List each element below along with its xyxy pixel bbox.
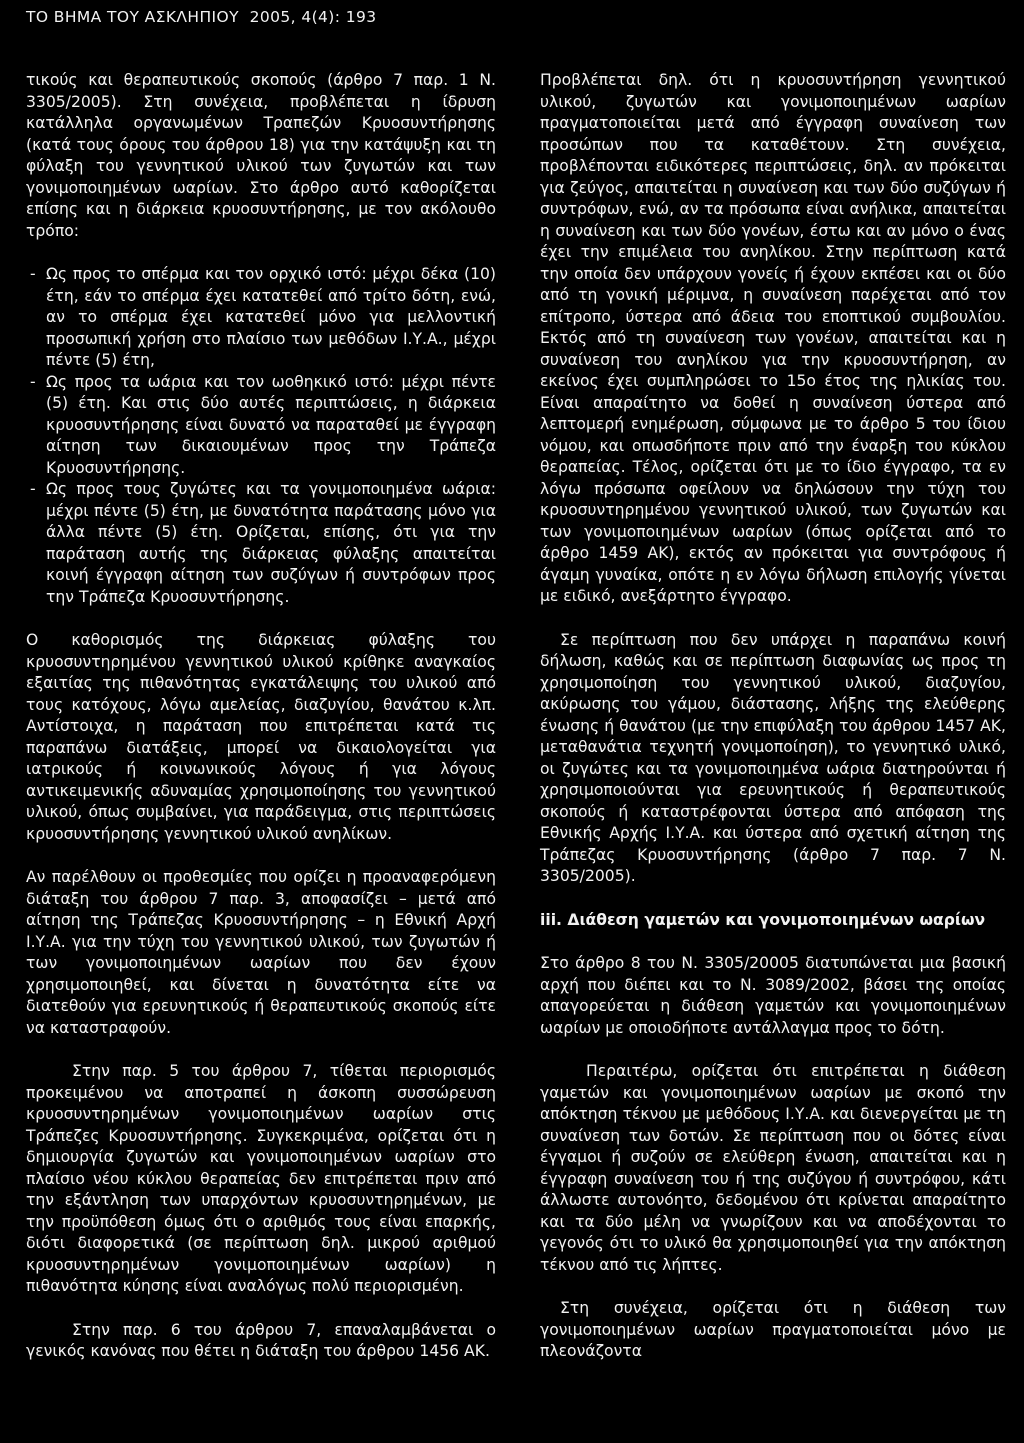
- list-item: - Ως προς τους ζυγώτες και τα γονιμοποιημένα ωάρια: μέχρι πέντε (5) έτη, με δυνατότητα παράτασης μόνο για άλλα πέντε (5) έτη. Ορίζεται, επίσης, ότι για την παράταση αυτής της διάρκειας φύλαξης απαιτείται κοινή έγγραφη αίτηση των συζύγων ή συντρόφων προς την Τράπεζα Κρυοσυντήρησης.: [26, 479, 496, 608]
- left-paragraph-1: τικούς και θεραπευτικούς σκοπούς (άρθρο 7 παρ. 1 Ν. 3305/2005). Στη συνέχεια, προβλέπεται η ίδρυση κατάλληλα οργανωμένων Τραπεζών Κρυοσυντήρησης (κατά τους όρους του άρθρου 18) για την κατάψυξη και τη φύλαξη του γεννητικού υλικού των ζυγωτών και των γονιμοποιημένων ωαρίων. Στο άρθρο αυτό καθορίζεται επίσης και η διάρκεια κρυοσυντήρησης, με τον ακόλουθο τρόπο:: [26, 71, 496, 240]
- list-item: - Ως προς τα ωάρια και τον ωοθηκικό ιστό: μέχρι πέντε (5) έτη. Και στις δύο αυτές περιπτώσεις, η διάρκεια κρυοσυντήρησης είναι δυνατό να παραταθεί με έγγραφη αίτηση των δικαιουμένων προς την Τράπεζα Κρυοσυντήρησης.: [26, 372, 496, 480]
- journal-title: ΤΟ ΒΗΜΑ ΤΟΥ ΑΣΚΛΗΠΙΟΥ: [26, 8, 239, 26]
- right-column: [540, 70, 1006, 1385]
- right-paragraph-3: Στο άρθρο 8 του Ν. 3305/20005 διατυπώνεται μια βασική αρχή που διέπει και το Ν. 3089/2002, βάσει της οποίας απαγορεύεται η διάθεση γαμετών και γονιμοποιημένων ωαρίων με οποιοδήποτε αντάλλαγμα προς το δότη.: [540, 954, 1006, 1037]
- right-paragraph-1: Προβλέπεται δηλ. ότι η κρυοσυντήρηση γεννητικού υλικού, ζυγωτών και γονιμοποιημένων ωαρίων πραγματοποιείται μετά από έγγραφη συναίνεση των προσώπων που τα καταθέτουν. Στη συνέχεια, προβλέπονται ειδικότερες περιπτώσεις, δηλ. αν πρόκειται για ζεύγος, απαιτείται η συναίνεση και των δύο συζύγων ή συντρόφων, ενώ, αν τα πρόσωπα είναι ανήλικα, απαιτείται η συναίνεση και των δύο γονέων, έστω και αν μόνο ο ένας έχει την επιμέλεια του ανηλίκου. Στην περίπτωση κατά την οποία δεν υπάρχουν γονείς ή έχουν εκπέσει και οι δύο από τη γονική μέριμνα, η συναίνεση παρέχεται από τον επίτροπο, ύστερα από άδεια του εποπτικού συμβουλίου. Εκτός από τη συναίνεση των γονέων, απαιτείται και η συναίνεση του ανηλίκου για την κρυοσυντήρηση, αν εκείνος έχει συμπληρώσει το 15ο έτος της ηλικίας του. Είναι απαραίτητο να δοθεί η συναίνεση ύστερα από λεπτομερή ενημέρωση, σύμφωνα με το άρθρο 5 του ίδιου νόμου, και οπωσδήποτε πριν από την έναρξη του κύκλου θεραπείας. Τέλος, ορίζεται ότι με το ίδιο έγγραφο, τα εν λόγω πρόσωπα οφείλουν να δηλώσουν την τύχη του κρυοσυντηρημένου γεννητικού υλικού, των ζυγωτών και των γονιμοποιημένων ωαρίων (όπως ορίζεται από το άρθρο 1459 ΑΚ), εκτός αν πρόκειται για συντρόφους ή άγαμη γυναίκα, οπότε η εν λόγω δήλωση επιλογής γίνεται με ειδικό, ανεξάρτητο έγγραφο.: [540, 71, 1006, 605]
- right-paragraph-5: Στη συνέχεια, ορίζεται ότι η διάθεση των γονιμοποιημένων ωαρίων πραγματοποιείται μόνο με πλεονάζοντα: [540, 1299, 1006, 1360]
- left-paragraph-2: Ο καθορισμός της διάρκειας φύλαξης του κρυοσυντηρημένου γεννητικού υλικού κρίθηκε αναγκαίος εξαιτίας της πιθανότητας εγκατάλειψης του υλικού από τους κατόχους, λόγω αμελείας, διαζυγίου, θανάτου κ.λπ. Αντίστοιχα, η παράταση που επιτρέπεται κατά τις παραπάνω διατάξεις, μπορεί να δικαιολογείται για ιατρικούς ή κοινωνικούς λόγους ή για λόγους αντικειμενικής αδυναμίας χρησιμοποίησης του γεννητικού υλικού, όπως συμβαίνει, για παράδειγμα, στις περιπτώσεις κρυοσυντήρησης γεννητικού υλικού ανηλίκων.: [26, 631, 496, 843]
- cryopreservation-duration-list: [26, 264, 496, 608]
- left-paragraph-4: Στην παρ. 5 του άρθρου 7, τίθεται περιορισμός προκειμένου να αποτραπεί η άσκοπη συσσώρευση κρυοσυντηρημένων γονιμοποιημένων ωαρίων στις Τράπεζες Κρυοσυντήρησης. Συγκεκριμένα, ορίζεται ότι η δημιουργία ζυγωτών και γονιμοποιημένων ωαρίων στο πλαίσιο νέου κύκλου θεραπείας δεν επιτρέπεται πριν από την εξάντληση των υπαρχόντων κρυοσυντηρημένων, με την προϋπόθεση όμως ότι ο αριθμός τους είναι επαρκής, διότι διαφορετικά (σε περίπτωση δηλ. μικρού αριθμού κρυοσυντηρημένων γονιμοποιημένων ωαρίων) η πιθανότητα κύησης είναι αναλόγως πολύ περιορισμένη.: [26, 1062, 496, 1295]
- right-paragraph-4: Περαιτέρω, ορίζεται ότι επιτρέπεται η διάθεση γαμετών και γονιμοποιημένων ωαρίων με σκοπό την απόκτηση τέκνου με μεθόδους Ι.Υ.Α. και διενεργείται με τη συναίνεση των δοτών. Σε περίπτωση που οι δότες είναι έγγαμοι ή συζούν σε ελεύθερη ένωση, απαιτείται και η έγγραφη συναίνεση του ή της συζύγου ή συντρόφου, κάτι άλλωστε αυτονόητο, δεδομένου ότι κρίνεται απαραίτητο και τα δύο μέλη να γνωρίζουν και να αποδέχονται το γεγονός ότι το υλικό θα χρησιμοποιηθεί για την απόκτηση τέκνου από τις λήπτες.: [540, 1062, 1006, 1274]
- section-heading: iii. Διάθεση γαμετών και γονιμοποιημένων ωαρίων: [540, 910, 986, 929]
- journal-citation: 2005, 4(4): 193: [249, 8, 377, 26]
- left-column: [26, 70, 496, 1385]
- running-header: [26, 8, 376, 26]
- left-paragraph-5: Στην παρ. 6 του άρθρου 7, επαναλαμβάνεται ο γενικός κανόνας που θέτει η διάταξη του άρθρου 1456 ΑΚ.: [26, 1320, 496, 1360]
- left-paragraph-3: Αν παρέλθουν οι προθεσμίες που ορίζει η προαναφερόμενη διάταξη του άρθρου 7 παρ. 3, αποφασίζει – μετά από αίτηση της Τράπεζας Κρυοσυντήρησης – η Εθνική Αρχή Ι.Υ.Α. για την τύχη του γεννητικού υλικού, των ζυγωτών ή των γονιμοποιημένων ωαρίων που δεν έχουν χρησιμοποιηθεί, και δίνεται η δυνατότητα είτε να διατεθούν για ερευνητικούς ή θεραπευτικούς σκοπούς είτε να καταστραφούν.: [26, 868, 496, 1037]
- right-paragraph-2: Σε περίπτωση που δεν υπάρχει η παραπάνω κοινή δήλωση, καθώς και σε περίπτωση διαφωνίας ως προς τη χρησιμοποίηση του γεννητικού υλικού, διαζυγίου, ακύρωσης του γάμου, διάστασης, λήξης της ελεύθερης ένωσης ή θανάτου (με την επιφύλαξη του άρθρου 1457 ΑΚ, μεταθανάτια τεχνητή γονιμοποίηση), το γεννητικό υλικό, οι ζυγώτες και τα γονιμοποιημένα ωάρια διατηρούνται ή χρησιμοποιούνται για ερευνητικούς ή θεραπευτικούς σκοπούς ή καταστρέφονται ύστερα από απόφαση της Εθνικής Αρχής Ι.Υ.Α. και ύστερα από σχετική αίτηση της Τράπεζας Κρυοσυντήρησης (άρθρο 7 παρ. 7 Ν. 3305/2005).: [540, 630, 1006, 885]
- list-item: - Ως προς το σπέρμα και τον ορχικό ιστό: μέχρι δέκα (10) έτη, εάν το σπέρμα έχει κατατεθεί από τρίτο δότη, ενώ, αν το σπέρμα έχει κατατεθεί μόνο για μελλοντική προσωπική χρήση στο πλαίσιο των μεθόδων Ι.Υ.Α., μέχρι πέντε (5) έτη,: [26, 264, 496, 372]
